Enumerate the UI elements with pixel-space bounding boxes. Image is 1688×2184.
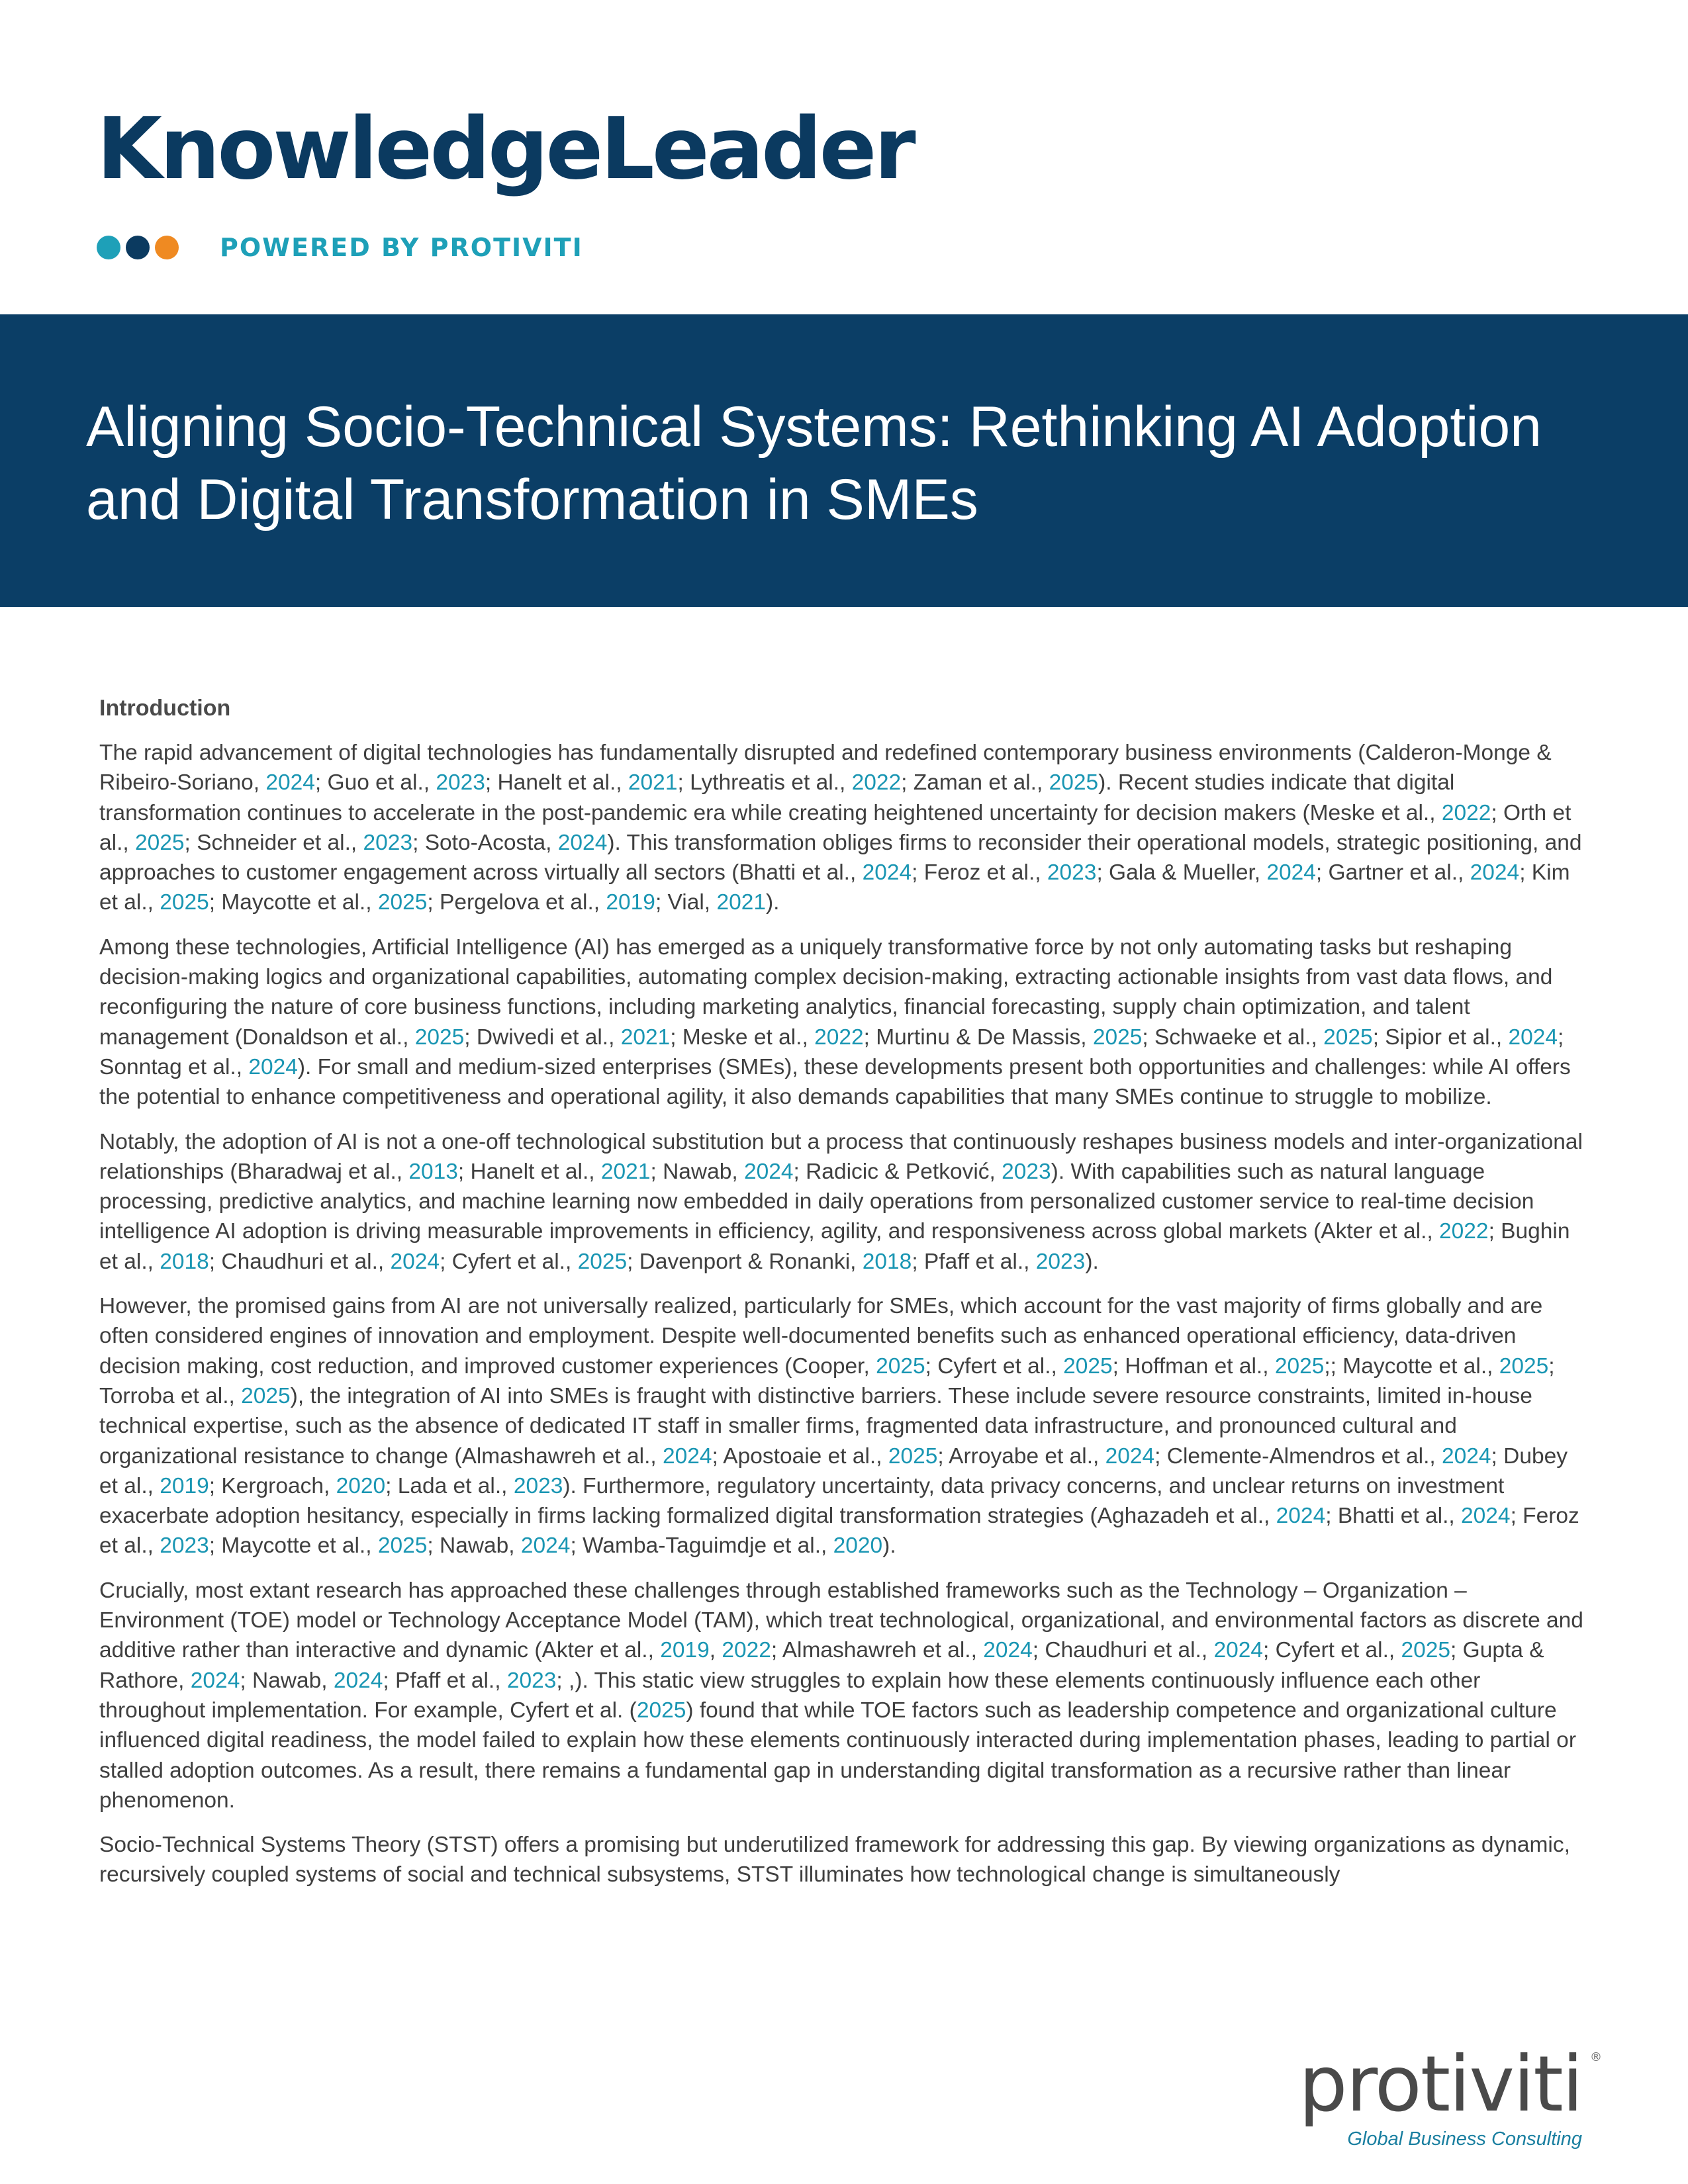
citation-link[interactable]: 2024 [390, 1249, 440, 1274]
paragraph-text: ; Wamba-Taguimdje et al., [570, 1533, 833, 1559]
paragraph-text: ). Recent studies indicate that digital transformation continues to accelerate in the post-pandemic era while creating heightened uncertainty for decision makers (Meske et al., [99, 770, 1455, 825]
citation-link[interactable]: 2019 [606, 890, 655, 915]
citation-link[interactable]: 2025 [1401, 1638, 1451, 1663]
citation-link[interactable]: 2024 [1470, 860, 1520, 886]
paragraph-text: ; Murtinu & De Massis, [863, 1024, 1093, 1050]
paragraph-text: ; Chaudhuri et al., [1032, 1638, 1214, 1663]
paragraph-text: ; Apostoaie et al., [712, 1443, 888, 1469]
logo-tagline: Global Business Consulting [1347, 2128, 1582, 2150]
paragraph-text: Notably, the adoption of AI is not a one-off technological substitution but a process that continuously reshapes business models and inter-organizational relationships (Bharadwaj et al., [99, 1129, 1583, 1184]
citation-link[interactable]: 2021 [620, 1024, 671, 1050]
citation-link[interactable]: 2022 [722, 1638, 771, 1663]
paragraph-text: ). [882, 1533, 896, 1559]
body-paragraph [99, 1127, 1589, 1277]
orange-dot-icon [155, 236, 179, 259]
citation-link[interactable]: 2024 [862, 860, 912, 886]
citation-link[interactable]: 2025 [377, 890, 428, 915]
citation-link[interactable]: 2025 [241, 1383, 291, 1408]
paragraph-text: ), the integration of AI into SMEs is fraught with distinctive barriers. These include severe resource constraints, limited in-house technical expertise, such as the absence of dedicated IT staff in smaller firms, fragmented data infrastructure, and pronounced cultural and organizational resistance to change (Almashawreh et al., [99, 1383, 1532, 1469]
paragraph-text: ; Radicic & Petković, [793, 1159, 1002, 1184]
citation-link[interactable]: 2024 [1276, 1504, 1326, 1529]
citation-link[interactable]: 2022 [851, 770, 902, 796]
citation-link[interactable]: 2023 [506, 1668, 557, 1693]
paragraph-text: ; Cyfert et al., [440, 1249, 578, 1274]
paragraph-text: ; Hanelt et al., [457, 1159, 601, 1184]
citation-link[interactable]: 2024 [983, 1638, 1033, 1663]
citation-link[interactable]: 2021 [600, 1159, 651, 1184]
paragraph-text: ; Schwaeke et al., [1142, 1024, 1324, 1050]
citation-link[interactable]: 2024 [743, 1159, 794, 1184]
citation-link[interactable]: 2025 [1049, 770, 1099, 796]
protiviti-logo [1298, 2040, 1601, 2150]
paragraph-text: ; Guo et al., [314, 770, 436, 796]
paragraph-text: ; Vial, [655, 890, 717, 915]
paragraph-text: ). Furthermore, regulatory uncertainty, data privacy concerns, and unclear returns on investment exacerbate adoption hesitancy, especially in firms lacking formalized digital transformation strategies (Aghazadeh et al., [99, 1473, 1505, 1529]
body-paragraph [99, 1291, 1589, 1561]
paragraph-text: , [709, 1638, 722, 1663]
citation-link[interactable]: 2025 [1323, 1024, 1373, 1050]
paragraph-text: ; Feroz et al., [99, 1504, 1579, 1559]
protiviti-wordmark [1298, 2040, 1601, 2129]
navy-dot-icon [126, 236, 150, 259]
teal-dot-icon [97, 236, 120, 259]
paragraph-text: ) found that while TOE factors such as leadership competence and organizational culture influenced digital readiness, the model failed to explain how these elements continuously interacted during implementation phases, leading to partial or stalled adoption outcomes. As a result, there remains a fundamental gap in understanding digital transformation as a recursive rather than linear phenomenon. [99, 1698, 1576, 1813]
paragraph-text: ;; Maycotte et al., [1324, 1353, 1499, 1379]
powered-by-row [97, 232, 583, 263]
citation-link[interactable]: 2023 [1002, 1159, 1051, 1184]
paragraph-text: ). This transformation obliges firms to reconsider their operational models, strategic positioning, and approaches to customer engagement across virtually all sectors (Bhatti et al., [99, 830, 1582, 886]
paragraph-list [99, 738, 1589, 1890]
article-body [99, 694, 1589, 1905]
paragraph-text: ; Pergelova et al., [427, 890, 606, 915]
paragraph-text: ). [765, 890, 780, 915]
citation-link[interactable]: 2019 [160, 1473, 209, 1498]
powered-by-label: POWERED BY PROTIVITI [220, 233, 583, 262]
citation-link[interactable]: 2024 [557, 830, 608, 855]
paragraph-text: ; Sipior et al., [1372, 1024, 1509, 1050]
paragraph-text: ; Schneider et al., [184, 830, 363, 855]
citation-link[interactable]: 2025 [414, 1024, 465, 1050]
paragraph-text: ; Kergroach, [209, 1473, 336, 1498]
citation-link[interactable]: 2023 [1047, 860, 1097, 886]
citation-link[interactable]: 2013 [408, 1159, 458, 1184]
paragraph-text: ; Lada et al., [385, 1473, 514, 1498]
paragraph-text: ; Bhatti et al., [1325, 1504, 1462, 1529]
paragraph-text: ; Chaudhuri et al., [209, 1249, 391, 1274]
paragraph-text: Crucially, most extant research has approached these challenges through established frameworks such as the Technology – Organization – Environment (TOE) model or Technology Acceptance Model (TAM), which treat technological, organizational, and environmental factors as discrete and additive rather than interactive and dynamic (Akter et al., [99, 1578, 1583, 1663]
paragraph-text: ; Bughin et al., [99, 1219, 1570, 1274]
citation-link[interactable]: 2025 [636, 1698, 686, 1723]
citation-link[interactable]: 2021 [716, 890, 766, 915]
paragraph-text: ; Nawab, [650, 1159, 744, 1184]
paragraph-text: ; Feroz et al., [912, 860, 1047, 886]
citation-link[interactable]: 2025 [1063, 1353, 1113, 1379]
citation-link[interactable]: 2024 [1213, 1638, 1263, 1663]
document-title: Aligning Socio-Technical Systems: Rethinking AI Adoption and Digital Transformation in SMEs [86, 395, 1542, 531]
citation-link[interactable]: 2024 [333, 1668, 383, 1693]
knowledgeleader-logo: KnowledgeLeader [97, 100, 914, 199]
paragraph-text: ; Sonntag et al., [99, 1024, 1564, 1079]
paragraph-text: ; Lythreatis et al., [677, 770, 852, 796]
citation-link[interactable]: 2024 [1508, 1024, 1558, 1050]
registered-mark: ® [1590, 2050, 1601, 2064]
citation-link[interactable]: 2023 [160, 1533, 209, 1559]
citation-link[interactable]: 2018 [862, 1249, 912, 1274]
citation-link[interactable]: 2021 [628, 770, 678, 796]
paragraph-text: ; Almashawreh et al., [771, 1638, 984, 1663]
paragraph-text: ). With capabilities such as natural language processing, predictive analytics, and machine learning now embedded in daily operations from personalized customer service to real-time decision intelligence AI adoption is driving measurable improvements in efficiency, agility, and responsiveness across global markets (Akter et al., [99, 1159, 1534, 1244]
citation-link[interactable]: 2025 [1274, 1353, 1325, 1379]
citation-link[interactable]: 2019 [660, 1638, 710, 1663]
citation-link[interactable]: 2025 [1499, 1353, 1549, 1379]
paragraph-text: ; Meske et al., [670, 1024, 815, 1050]
body-paragraph [99, 1576, 1589, 1815]
paragraph-text: ; ,). This static view struggles to explain how these elements continuously influence each other throughout implementation. For example, Cyfert et al. ( [99, 1668, 1481, 1723]
paragraph-text: The rapid advancement of digital technologies has fundamentally disrupted and redefined contemporary business environments (Calderon-Monge & Ribeiro-Soriano, [99, 741, 1552, 796]
paragraph-text: ; Hanelt et al., [485, 770, 628, 796]
citation-link[interactable]: 2024 [248, 1054, 298, 1079]
paragraph-text: ; Nawab, [240, 1668, 334, 1693]
paragraph-text: ; Gupta & Rathore, [99, 1638, 1544, 1693]
citation-link[interactable]: 2020 [336, 1473, 386, 1498]
citation-link[interactable]: 2024 [1442, 1443, 1491, 1469]
citation-link[interactable]: 2024 [663, 1443, 712, 1469]
citation-link[interactable]: 2024 [520, 1533, 571, 1559]
paragraph-text: ; Zaman et al., [901, 770, 1049, 796]
paragraph-text: ; Nawab, [427, 1533, 521, 1559]
paragraph-text: ; Kim et al., [99, 860, 1570, 915]
citation-link[interactable]: 2025 [160, 890, 209, 915]
paragraph-text: ). [1085, 1249, 1099, 1274]
citation-link[interactable]: 2020 [833, 1533, 883, 1559]
body-paragraph [99, 933, 1589, 1113]
logo-text: protiviti [1298, 2040, 1582, 2129]
citation-link[interactable]: 2024 [1105, 1443, 1155, 1469]
paragraph-text: ). For small and medium-sized enterprises (SMEs), these developments present both opportunities and challenges: while AI offers the potential to enhance competitiveness and operational agility, it also demands capabilities that many SMEs continue to struggle to mobilize. [99, 1054, 1571, 1110]
citation-link[interactable]: 2024 [1461, 1504, 1511, 1529]
paragraph-text: Among these technologies, Artificial Intelligence (AI) has emerged as a uniquely transformative force by not only automating tasks but reshaping decision-making logics and organizational capabilities, automating complex decision-making, extracting actionable insights from vast data flows, and reconfiguring the nature of core business functions, including marketing analytics, financial forecasting, supply chain optimization, and talent management (Donaldson et al., [99, 934, 1553, 1050]
paragraph-text: ; Dwivedi et al., [464, 1024, 621, 1050]
paragraph-text: ; Pfaff et al., [912, 1249, 1036, 1274]
paragraph-text: ; Cyfert et al., [1263, 1638, 1401, 1663]
paragraph-text: However, the promised gains from AI are not universally realized, particularly for SMEs, which account for the vast majority of firms globally and are often considered engines of innovation and employment. Despite well-documented benefits such as enhanced operational efficiency, data-driven decision making, cost reduction, and improved customer experiences (Cooper, [99, 1294, 1543, 1379]
body-paragraph [99, 1830, 1589, 1890]
citation-link[interactable]: 2022 [1441, 800, 1491, 825]
citation-link[interactable]: 2023 [363, 830, 413, 855]
paragraph-text: ; Orth et al., [99, 800, 1571, 855]
citation-link[interactable]: 2025 [1092, 1024, 1143, 1050]
citation-link[interactable]: 2025 [377, 1533, 428, 1559]
citation-link[interactable]: 2024 [1266, 860, 1316, 886]
paragraph-text: ; Gartner et al., [1315, 860, 1470, 886]
paragraph-text: ; Pfaff et al., [383, 1668, 507, 1693]
citation-link[interactable]: 2024 [265, 770, 315, 796]
paragraph-text: ; Dubey et al., [99, 1443, 1568, 1498]
citation-link[interactable]: 2018 [160, 1249, 209, 1274]
paragraph-text: ; Cyfert et al., [925, 1353, 1064, 1379]
paragraph-text: ; Soto-Acosta, [412, 830, 558, 855]
citation-link[interactable]: 2025 [876, 1353, 925, 1379]
citation-link[interactable]: 2023 [1035, 1249, 1086, 1274]
paragraph-text: ; Maycotte et al., [209, 890, 378, 915]
paragraph-text: ; Gala & Mueller, [1096, 860, 1267, 886]
citation-link[interactable]: 2025 [577, 1249, 628, 1274]
paragraph-text: ; Torroba et al., [99, 1353, 1555, 1408]
paragraph-text: ; Clemente-Almendros et al., [1154, 1443, 1442, 1469]
paragraph-text: ; Hoffman et al., [1112, 1353, 1275, 1379]
section-heading: Introduction [99, 696, 231, 721]
paragraph-text: Socio-Technical Systems Theory (STST) offers a promising but underutilized framework for addressing this gap. By viewing organizations as dynamic, recursively coupled systems of social and technical subsystems, STST illuminates how technological change is simultaneously [99, 1833, 1570, 1888]
citation-link[interactable]: 2022 [1439, 1219, 1489, 1244]
paragraph-text: ; Davenport & Ronanki, [627, 1249, 863, 1274]
citation-link[interactable]: 2023 [436, 770, 485, 796]
title-banner [0, 314, 1688, 607]
body-paragraph [99, 738, 1589, 918]
paragraph-text: ; Arroyabe et al., [937, 1443, 1105, 1469]
citation-link[interactable]: 2025 [888, 1443, 938, 1469]
paragraph-text: ; Maycotte et al., [209, 1533, 378, 1559]
citation-link[interactable]: 2022 [814, 1024, 864, 1050]
citation-link[interactable]: 2023 [513, 1473, 563, 1498]
citation-link[interactable]: 2025 [135, 830, 185, 855]
citation-link[interactable]: 2024 [190, 1668, 240, 1693]
